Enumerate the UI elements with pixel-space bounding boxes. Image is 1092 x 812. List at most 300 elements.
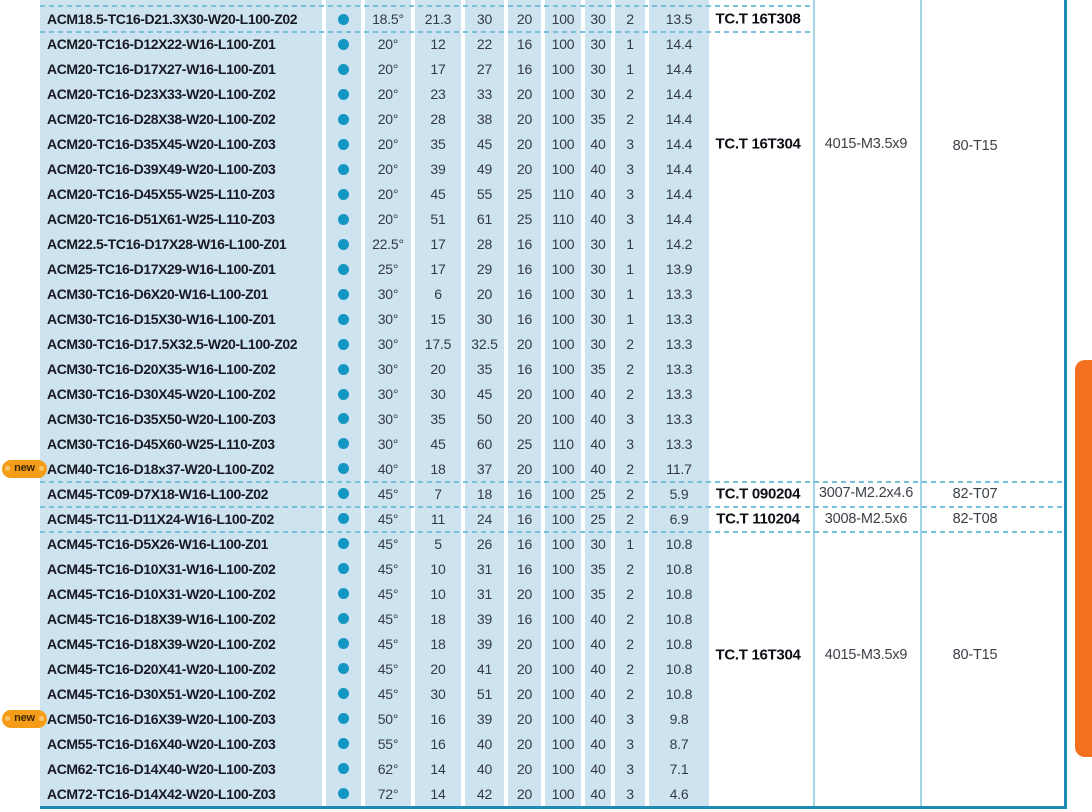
weight-cell: 14.4 xyxy=(665,61,693,78)
part-number-cell: ACM72-TC16-D14X42-W20-L100-Z03 xyxy=(47,785,276,802)
angle-cell: 20° xyxy=(377,61,399,78)
ap-cell: 40 xyxy=(590,660,606,677)
group-separator xyxy=(40,5,810,7)
d-cell: 18 xyxy=(430,460,446,477)
column-separator xyxy=(322,0,326,806)
angle-cell: 30° xyxy=(377,336,399,353)
L-cell: 100 xyxy=(551,161,575,178)
W-cell: 20 xyxy=(516,136,533,153)
z-cell: 1 xyxy=(626,535,634,552)
table-row xyxy=(40,506,709,531)
angle-cell: 20° xyxy=(377,161,399,178)
key-ref: 82-T08 xyxy=(952,511,998,527)
W-cell: 20 xyxy=(516,11,533,28)
screw-ref: 4015-M3.5x9 xyxy=(824,647,908,663)
table-row xyxy=(40,7,709,32)
part-number-cell: ACM20-TC16-D28X38-W20-L100-Z02 xyxy=(47,111,276,128)
ap-cell: 40 xyxy=(590,161,606,178)
angle-cell: 30° xyxy=(377,311,399,328)
new-badge-label: new xyxy=(14,462,35,475)
z-cell: 3 xyxy=(626,435,634,452)
L-cell: 100 xyxy=(551,386,575,403)
ap-cell: 40 xyxy=(590,386,606,403)
z-cell: 2 xyxy=(626,386,634,403)
stock-cell xyxy=(326,7,361,32)
ap-cell: 30 xyxy=(590,286,606,303)
z-cell: 2 xyxy=(626,485,634,502)
column-separator xyxy=(813,0,815,806)
new-badge xyxy=(2,710,47,728)
z-cell: 2 xyxy=(626,510,634,527)
ap-cell: 30 xyxy=(590,86,606,103)
d-cell: 51 xyxy=(430,211,446,228)
D-cell: 27 xyxy=(476,61,493,78)
table-row xyxy=(40,107,709,132)
ap-cell: 40 xyxy=(590,710,606,727)
D-cell: 30 xyxy=(476,11,493,28)
table-row xyxy=(40,232,709,257)
part-number-cell: ACM40-TC16-D18x37-W20-L100-Z02 xyxy=(47,460,274,477)
part-number-cell: ACM20-TC16-D51X61-W25-L110-Z03 xyxy=(47,211,275,228)
W-cell: 25 xyxy=(516,211,533,228)
L-cell: 100 xyxy=(551,635,575,652)
D-cell: 45 xyxy=(476,386,493,403)
L-cell: 100 xyxy=(551,760,575,777)
part-number-cell: ACM22.5-TC16-D17X28-W16-L100-Z01 xyxy=(47,236,287,253)
z-cell: 3 xyxy=(626,136,634,153)
ap-cell: 35 xyxy=(590,111,606,128)
stock-dot-icon xyxy=(338,314,349,325)
part-number-cell: ACM50-TC16-D16X39-W20-L100-Z03 xyxy=(47,710,276,727)
d-cell: 30 xyxy=(430,386,446,403)
D-cell: 24 xyxy=(476,510,493,527)
stock-dot-icon xyxy=(338,588,349,599)
L-cell: 100 xyxy=(551,336,575,353)
key-ref: 80-T15 xyxy=(952,647,998,663)
L-cell: 100 xyxy=(551,585,575,602)
W-cell: 16 xyxy=(516,261,533,278)
table-row xyxy=(40,207,709,232)
ap-cell: 40 xyxy=(590,136,606,153)
d-cell: 14 xyxy=(430,760,446,777)
stock-cell xyxy=(326,332,361,357)
stock-cell xyxy=(326,282,361,307)
W-cell: 20 xyxy=(516,410,533,427)
ap-cell: 40 xyxy=(590,785,606,802)
weight-cell: 10.8 xyxy=(665,560,693,577)
table-row xyxy=(40,556,709,581)
D-cell: 39 xyxy=(476,710,493,727)
d-cell: 10 xyxy=(430,585,446,602)
table-row xyxy=(40,531,709,556)
z-cell: 2 xyxy=(626,610,634,627)
L-cell: 100 xyxy=(551,410,575,427)
weight-cell: 10.8 xyxy=(665,685,693,702)
ap-cell: 40 xyxy=(590,760,606,777)
ap-cell: 30 xyxy=(590,61,606,78)
z-cell: 3 xyxy=(626,186,634,203)
weight-cell: 11.7 xyxy=(666,460,692,477)
stock-dot-icon xyxy=(338,289,349,300)
L-cell: 100 xyxy=(551,261,575,278)
D-cell: 39 xyxy=(476,635,493,652)
badge-dot-icon xyxy=(39,716,44,721)
D-cell: 28 xyxy=(476,236,493,253)
ap-cell: 40 xyxy=(590,685,606,702)
z-cell: 3 xyxy=(626,760,634,777)
ap-cell: 40 xyxy=(590,435,606,452)
stock-cell xyxy=(326,606,361,631)
W-cell: 16 xyxy=(516,361,533,378)
W-cell: 16 xyxy=(516,236,533,253)
table-row xyxy=(40,631,709,656)
L-cell: 100 xyxy=(551,36,575,53)
part-number-cell: ACM30-TC16-D15X30-W16-L100-Z01 xyxy=(47,311,276,328)
W-cell: 20 xyxy=(516,585,533,602)
angle-cell: 45° xyxy=(377,510,399,527)
stock-dot-icon xyxy=(338,488,349,499)
W-cell: 16 xyxy=(516,510,533,527)
d-cell: 10 xyxy=(430,560,446,577)
screw-ref: 4015-M3.5x9 xyxy=(824,136,908,152)
weight-cell: 14.4 xyxy=(665,211,693,228)
stock-cell xyxy=(326,431,361,456)
D-cell: 40 xyxy=(476,735,493,752)
insert-ref: TC.T 110204 xyxy=(716,510,800,528)
stock-dot-icon xyxy=(338,638,349,649)
stock-cell xyxy=(326,182,361,207)
part-number-cell: ACM45-TC16-D10X31-W20-L100-Z02 xyxy=(47,585,276,602)
insert-ref: TC.T 16T308 xyxy=(715,10,801,28)
angle-cell: 45° xyxy=(377,660,399,677)
D-cell: 22 xyxy=(476,36,493,53)
stock-dot-icon xyxy=(338,463,349,474)
badge-dot-icon xyxy=(5,716,10,721)
column-separator xyxy=(645,0,649,806)
stock-dot-icon xyxy=(338,438,349,449)
d-cell: 14 xyxy=(430,785,446,802)
angle-cell: 45° xyxy=(377,635,399,652)
W-cell: 20 xyxy=(516,785,533,802)
d-cell: 21.3 xyxy=(424,11,452,28)
stock-cell xyxy=(326,656,361,681)
L-cell: 100 xyxy=(551,560,575,577)
D-cell: 38 xyxy=(476,111,493,128)
W-cell: 20 xyxy=(516,386,533,403)
stock-dot-icon xyxy=(338,189,349,200)
z-cell: 2 xyxy=(626,685,634,702)
D-cell: 45 xyxy=(476,136,493,153)
W-cell: 25 xyxy=(516,186,533,203)
weight-cell: 10.8 xyxy=(665,585,693,602)
z-cell: 1 xyxy=(626,311,634,328)
weight-cell: 9.8 xyxy=(669,710,689,727)
d-cell: 18 xyxy=(430,635,446,652)
L-cell: 100 xyxy=(551,286,575,303)
weight-cell: 13.3 xyxy=(665,286,693,303)
W-cell: 20 xyxy=(516,111,533,128)
table-row xyxy=(14,456,709,481)
weight-cell: 14.4 xyxy=(665,86,693,103)
ap-cell: 40 xyxy=(590,186,606,203)
d-cell: 15 xyxy=(430,311,446,328)
weight-cell: 13.3 xyxy=(665,410,693,427)
z-cell: 2 xyxy=(626,111,634,128)
stock-cell xyxy=(326,631,361,656)
column-separator xyxy=(361,0,365,806)
W-cell: 16 xyxy=(516,610,533,627)
d-cell: 16 xyxy=(430,710,446,727)
z-cell: 1 xyxy=(626,261,634,278)
d-cell: 12 xyxy=(430,36,446,53)
part-number-cell: ACM45-TC16-D20X41-W20-L100-Z02 xyxy=(47,660,276,677)
W-cell: 16 xyxy=(516,61,533,78)
insert-ref: TC.T 16T304 xyxy=(715,646,801,664)
stock-dot-icon xyxy=(338,738,349,749)
z-cell: 2 xyxy=(626,560,634,577)
part-number-cell: ACM30-TC16-D30X45-W20-L100-Z02 xyxy=(47,386,276,403)
D-cell: 37 xyxy=(476,460,493,477)
part-number-cell: ACM20-TC16-D39X49-W20-L100-Z03 xyxy=(47,161,276,178)
ap-cell: 35 xyxy=(590,585,606,602)
weight-cell: 13.3 xyxy=(665,336,693,353)
D-cell: 20 xyxy=(476,286,493,303)
angle-cell: 45° xyxy=(377,685,399,702)
angle-cell: 30° xyxy=(377,286,399,303)
L-cell: 100 xyxy=(551,236,575,253)
ap-cell: 40 xyxy=(590,410,606,427)
d-cell: 39 xyxy=(430,161,446,178)
angle-cell: 45° xyxy=(377,485,399,502)
table-row xyxy=(40,82,709,107)
D-cell: 29 xyxy=(476,261,493,278)
L-cell: 100 xyxy=(551,136,575,153)
new-badge xyxy=(2,460,47,478)
insert-ref: TC.T 090204 xyxy=(715,485,801,503)
table-row xyxy=(40,307,709,332)
column-separator xyxy=(541,0,545,806)
stock-dot-icon xyxy=(338,413,349,424)
angle-cell: 50° xyxy=(377,710,399,727)
stock-dot-icon xyxy=(338,39,349,50)
table-row xyxy=(40,756,709,781)
stock-cell xyxy=(326,531,361,556)
stock-dot-icon xyxy=(338,389,349,400)
weight-cell: 14.4 xyxy=(665,136,693,153)
ap-cell: 35 xyxy=(590,361,606,378)
angle-cell: 30° xyxy=(377,361,399,378)
angle-cell: 20° xyxy=(377,211,399,228)
D-cell: 60 xyxy=(476,435,493,452)
part-number-cell: ACM45-TC16-D18X39-W16-L100-Z02 xyxy=(47,610,276,627)
angle-cell: 30° xyxy=(377,435,399,452)
W-cell: 20 xyxy=(516,760,533,777)
L-cell: 100 xyxy=(551,710,575,727)
part-number-cell: ACM45-TC16-D10X31-W16-L100-Z02 xyxy=(47,560,276,577)
table-row xyxy=(40,382,709,407)
angle-cell: 45° xyxy=(377,560,399,577)
D-cell: 42 xyxy=(476,785,493,802)
new-badge-label: new xyxy=(14,712,35,725)
ap-cell: 30 xyxy=(590,236,606,253)
d-cell: 17 xyxy=(430,261,446,278)
part-number-cell: ACM45-TC16-D18X39-W20-L100-Z02 xyxy=(47,635,276,652)
part-number-cell: ACM45-TC09-D7X18-W16-L100-Z02 xyxy=(47,485,269,502)
table-row xyxy=(40,481,709,506)
ap-cell: 30 xyxy=(590,11,606,28)
part-number-cell: ACM30-TC16-D17.5X32.5-W20-L100-Z02 xyxy=(47,336,298,353)
stock-dot-icon xyxy=(338,364,349,375)
stock-cell xyxy=(326,357,361,382)
W-cell: 20 xyxy=(516,685,533,702)
weight-cell: 13.3 xyxy=(665,311,693,328)
L-cell: 100 xyxy=(551,460,575,477)
stock-dot-icon xyxy=(338,14,349,25)
W-cell: 20 xyxy=(516,635,533,652)
stock-dot-icon xyxy=(338,164,349,175)
W-cell: 16 xyxy=(516,535,533,552)
d-cell: 17 xyxy=(430,236,446,253)
part-number-cell: ACM25-TC16-D17X29-W16-L100-Z01 xyxy=(47,261,276,278)
stock-cell xyxy=(326,407,361,432)
angle-cell: 45° xyxy=(377,585,399,602)
stock-dot-icon xyxy=(338,64,349,75)
screw-ref: 3007-M2.2x4.6 xyxy=(818,485,914,501)
table-right-border xyxy=(1064,0,1067,809)
weight-cell: 6.9 xyxy=(669,510,689,527)
part-number-cell: ACM45-TC16-D5X26-W16-L100-Z01 xyxy=(47,535,269,552)
angle-cell: 55° xyxy=(377,735,399,752)
stock-cell xyxy=(326,32,361,57)
table-row xyxy=(40,681,709,706)
D-cell: 31 xyxy=(476,560,493,577)
D-cell: 33 xyxy=(476,86,493,103)
stock-dot-icon xyxy=(338,688,349,699)
W-cell: 20 xyxy=(516,735,533,752)
group-separator xyxy=(40,506,1064,508)
z-cell: 2 xyxy=(626,660,634,677)
angle-cell: 25° xyxy=(377,261,399,278)
W-cell: 20 xyxy=(516,660,533,677)
weight-cell: 8.7 xyxy=(669,735,689,752)
weight-cell: 13.9 xyxy=(665,261,693,278)
d-cell: 23 xyxy=(430,86,446,103)
D-cell: 30 xyxy=(476,311,493,328)
z-cell: 1 xyxy=(626,286,634,303)
part-number-cell: ACM30-TC16-D35X50-W20-L100-Z03 xyxy=(47,410,276,427)
section-side-tab xyxy=(1075,360,1092,757)
key-ref: 82-T07 xyxy=(952,486,998,502)
d-cell: 11 xyxy=(430,510,446,527)
stock-cell xyxy=(326,382,361,407)
weight-cell: 14.4 xyxy=(665,186,693,203)
W-cell: 16 xyxy=(516,286,533,303)
D-cell: 50 xyxy=(476,410,493,427)
stock-dot-icon xyxy=(338,513,349,524)
angle-cell: 20° xyxy=(377,36,399,53)
L-cell: 100 xyxy=(551,610,575,627)
column-separator xyxy=(504,0,508,806)
W-cell: 20 xyxy=(516,161,533,178)
ap-cell: 35 xyxy=(590,560,606,577)
D-cell: 26 xyxy=(476,535,493,552)
stock-cell xyxy=(326,232,361,257)
weight-cell: 10.8 xyxy=(665,635,693,652)
d-cell: 20 xyxy=(430,361,446,378)
stock-cell xyxy=(326,57,361,82)
z-cell: 3 xyxy=(626,410,634,427)
L-cell: 100 xyxy=(551,535,575,552)
insert-ref: TC.T 16T304 xyxy=(715,135,801,153)
L-cell: 110 xyxy=(552,435,574,452)
stock-cell xyxy=(326,157,361,182)
W-cell: 20 xyxy=(516,710,533,727)
W-cell: 20 xyxy=(516,460,533,477)
weight-cell: 14.4 xyxy=(665,111,693,128)
column-separator xyxy=(920,0,922,806)
stock-cell xyxy=(326,506,361,531)
D-cell: 49 xyxy=(476,161,493,178)
weight-cell: 13.5 xyxy=(665,11,693,28)
L-cell: 100 xyxy=(551,111,575,128)
stock-cell xyxy=(326,756,361,781)
d-cell: 17.5 xyxy=(424,336,452,353)
column-separator xyxy=(461,0,465,806)
L-cell: 100 xyxy=(551,735,575,752)
z-cell: 2 xyxy=(626,460,634,477)
angle-cell: 40° xyxy=(377,460,399,477)
L-cell: 100 xyxy=(551,510,575,527)
stock-dot-icon xyxy=(338,139,349,150)
stock-cell xyxy=(326,581,361,606)
stock-dot-icon xyxy=(338,264,349,275)
L-cell: 100 xyxy=(551,485,575,502)
L-cell: 110 xyxy=(552,211,574,228)
ap-cell: 30 xyxy=(590,261,606,278)
stock-dot-icon xyxy=(338,763,349,774)
angle-cell: 20° xyxy=(377,111,399,128)
stock-cell xyxy=(326,307,361,332)
table-row xyxy=(40,731,709,756)
table-row xyxy=(40,781,709,806)
stock-cell xyxy=(326,107,361,132)
part-number-cell: ACM20-TC16-D17X27-W16-L100-Z01 xyxy=(47,61,276,78)
part-number-cell: ACM55-TC16-D16X40-W20-L100-Z03 xyxy=(47,735,276,752)
ap-cell: 40 xyxy=(590,610,606,627)
table-row xyxy=(40,57,709,82)
table-row xyxy=(40,332,709,357)
table-row xyxy=(40,132,709,157)
part-number-cell: ACM20-TC16-D23X33-W20-L100-Z02 xyxy=(47,86,276,103)
D-cell: 61 xyxy=(476,211,493,228)
L-cell: 100 xyxy=(551,660,575,677)
table-row xyxy=(40,282,709,307)
weight-cell: 13.3 xyxy=(665,361,693,378)
W-cell: 20 xyxy=(516,86,533,103)
weight-cell: 10.8 xyxy=(665,535,693,552)
part-number-cell: ACM20-TC16-D12X22-W16-L100-Z01 xyxy=(47,36,276,53)
d-cell: 16 xyxy=(430,735,446,752)
L-cell: 100 xyxy=(551,685,575,702)
stock-dot-icon xyxy=(338,239,349,250)
badge-dot-icon xyxy=(5,466,10,471)
stock-cell xyxy=(326,456,361,481)
angle-cell: 20° xyxy=(377,186,399,203)
D-cell: 18 xyxy=(476,485,493,502)
stock-cell xyxy=(326,556,361,581)
key-ref: 80-T15 xyxy=(952,138,998,154)
stock-cell xyxy=(326,207,361,232)
